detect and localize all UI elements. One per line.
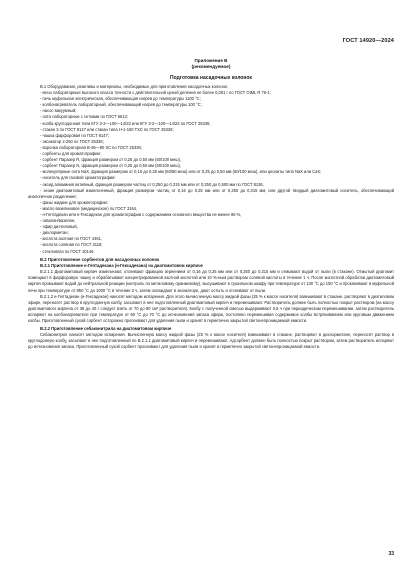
list-item: - чашка фарфоровая по ГОСТ 9147; — [40, 132, 109, 138]
list-item: - весы лабораторные высокого класса точности с действительной ценой деления не более 0,001 г по ГОСТ OIML R 76-1; — [40, 90, 271, 96]
list-item: - сквалан/вазелин, — [40, 218, 76, 224]
list-item: - печь муфельная электрическая, обеспечивающая нагрев до температуры 1100 °С; — [40, 96, 201, 102]
list-item: - стакан 3 по ГОСТ 9147 или стакан типа Н-1-150 ТХС по ГОСТ 25336; — [40, 126, 174, 132]
paragraph-b211: В.2.1.1 Диатомитовый кирпич измельчают, отсеивают фракцию зернением от 0,16 до 0,25 мм или от 0,250 до 0,315 мм и отмывают водой от пыли (в стакане). Отмытый диатомит помещают в фарфоровую чашку и обрабатывают концентрированной азотной кислотой или 10 %-ным раствором соляной кислоты в течение 1 ч. После кислотной обработки диатомитовый кирпич промывают водой до нейтральной реакции (контроль по метиловому оранжевому), высушивают в сушильном шкафу при температуре от 130 °С до 150 °С и прокаливают в муфельной печи при температуре от 950 °С до 1000 °С в течение 3 ч, затем охлаждают в эксикаторе, дают остыть и отсеивают от пыли. — [28, 269, 394, 293]
list-item: - кислота соляная по ГОСТ 3118; — [40, 242, 103, 248]
section-heading-b22: В.2.2 Приготовление себаконитрила на диатомитовом кирпиче — [40, 326, 172, 332]
list-item: - н-Гептадекан или н-Гексадекан для хроматографии с содержанием основного вещества не менее 95 %, — [40, 211, 242, 217]
list-item: - колба круглодонная типа КГУ 2-2—100—14/23 или КГУ 3-2—100—14/23 по ГОСТ 25336; — [40, 120, 211, 126]
list-item: - колбонагреватель лабораторный, обеспечивающий нагрев до температуры 100 °С; — [40, 102, 202, 108]
list-item: - сорбент Паразер N, фракция размером от 0,25 до 0,50 мм (60/100 меш), — [40, 163, 182, 169]
page-content — [28, 56, 394, 351]
list-item: - стекловата по ГОСТ 10146. — [40, 248, 95, 254]
appendix-heading: Подготовка насадочных колонок — [170, 75, 252, 81]
list-item: - эксикатор 2-250 по ГОСТ 25336; — [40, 138, 104, 144]
list-item: - носитель для газовой хроматографии: — [40, 175, 116, 181]
section-heading-b21: В.2.1 Приготовление н-Гептадекана (н-Гексадекана) на диатомитовом кирпиче — [40, 263, 203, 269]
list-item: - кислота азотная по ГОСТ 4461, — [40, 236, 103, 242]
list-item: - хезин диатомитовый измельченный, фракция размером частиц от 0,16 до 0,25 мм или от 0,250 до 0,315 мм, или другой твердый диатомитовый носитель, обеспечивающий аналогичное разделение; — [28, 187, 394, 199]
paragraph-b22: Себаконитрил наносят методом испарения. Вычисленную массу жидкой фазы (25 % к массе носителя) взвешивают в стакане, растворяют в дихлорметане, переносят раствор в круглодонную колбу, засыпают в нее подготовленный по В.2.1.1 диатомитовый кирпич и перемешивают. Адсорбент должен быть полностью покрыт раствором, затем растворитель испаряют до исчезновения запаха. Приготовленный сухой сорбент просеивают для удаления пыли и хранят в герметично закрытой светонепроницаемой емкости. — [28, 332, 394, 350]
list-item: - сорбент Паразер R, фракция размером от 0,25 до 0,50 мм (60/100 меш), — [40, 157, 182, 163]
list-item: - масло вазелиновое (медицинское) по ГОСТ 3164, — [40, 205, 138, 211]
section-heading-b2: В.2 Приготовление сорбентов для насадочных колонок — [40, 256, 160, 262]
standard-code: ГОСТ 14920—2024 — [342, 38, 394, 44]
list-item: - насос вакуумный; — [40, 108, 77, 114]
paragraph-b1: В.1 Оборудование, реактивы и материалы, необходимые для приготовления насадочных колонок: — [40, 84, 228, 89]
list-item: - сорбенты для хроматографии: — [40, 151, 101, 157]
list-item: - оксид алюминия активный, фракция размером частиц от 0,250 до 0,315 мм или от 0,250 до 0,500 мм по ГОСТ 8136, — [40, 181, 264, 187]
paragraph-b212: В.2.1.2 н-Гептадекан (н-Гексадекан) наносят методом испарения. Для этого вычисленную массу жидкой фазы (25 % к массе носителя) взвешивают в стакане, растворяют в диэтиловом эфире, переносят раствор в круглодонную колбу, засыпают в нее подготовленный диатомитовый кирпич и перемешивают. Растворитель должен быть полностью покрыт раствором (на массу диатомитового кирпича от 38 до 40 г следует взять от 70 до 80 см³ растворителя). Колбу с полученной смесью выдерживают 0,5 ч при периодическом перемешивании, затем растворитель испаряют на колбонагревателе при температуре от 60 °С до 70 °С до исчезновения запаха эфира, постоянно перемешивая содержимое колбы встряхиванием или круговым движением колбы. Приготовленный сухой сорбент осторожно просеивают для удаления пыли и хранят в герметично закрытой светонепроницаемой емкости. — [28, 293, 394, 323]
list-item: - эфир диэтиловый, — [40, 224, 78, 230]
list-item: - дихлорметан; — [40, 230, 69, 236]
list-item: - фазы жидкие для хроматографии: — [40, 199, 108, 205]
list-item: - воронка лабораторная В-36—80 ХС по ГОСТ 25336; — [40, 144, 142, 150]
page-number: 33 — [388, 551, 394, 557]
list-item: - молекулярные сита NaX, фракция размером от 0,16 до 0,25 мм (60/80 меш) или от 0,25 до 0,50 мм (60/100 меш), или цеолиты типа NaX или CaX; — [40, 169, 322, 175]
appendix-title: Приложение В — [194, 58, 228, 63]
list-item: - сита лабораторные с сетками по ГОСТ 6613; — [40, 114, 128, 120]
equipment-list — [28, 90, 394, 255]
appendix-subtitle: (рекомендуемое) — [191, 64, 231, 69]
